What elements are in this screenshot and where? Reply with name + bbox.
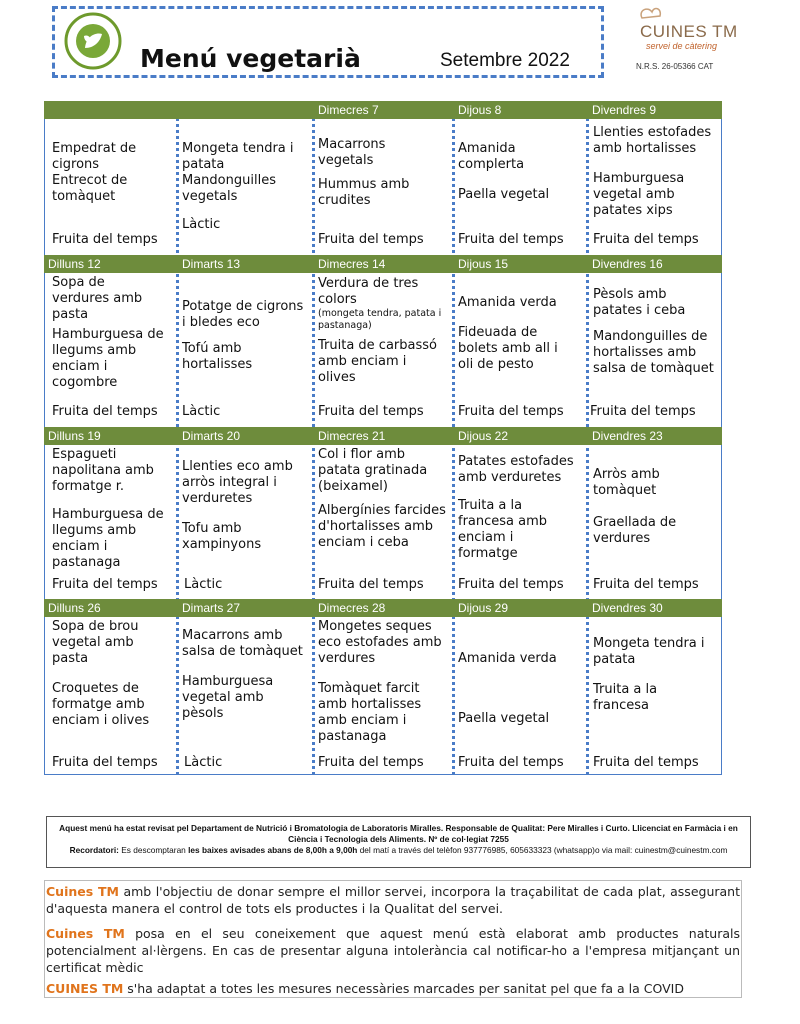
dish: Potatge de cigrons i bledes eco (182, 299, 304, 330)
menu-cell (593, 287, 717, 377)
dish: Croquetes de formatge amb enciam i olives (52, 681, 150, 728)
dish: Espagueti napolitana amb formatge r. (52, 447, 154, 494)
info-paragraph (46, 883, 740, 917)
dish: Tofu amb xampinyons (182, 521, 262, 552)
grid-bottom-line (44, 774, 722, 775)
reminder-label: Recordatori: (69, 845, 119, 855)
paragraph-text: amb l'objectiu de donar sempre el millor servei, incorpora la traçabilitat de cada plat, assegurant d'aquesta manera el control de tots els productes i la Qualitat del servei. (46, 884, 740, 916)
dessert: Fruita del temps (590, 404, 696, 419)
day-label: Dijous 29 (458, 601, 509, 615)
note-line: Aquest menú ha estat revisat pel Departament de Nutrició i Bromatologia de Laboratoris Miralles. Responsable de Qualitat: Pere Miralles i Curto. Llicenciat en Farmàcia i en (59, 823, 738, 833)
dish-detail: (mongeta tendra, patata i pastanaga) (318, 308, 442, 331)
dish: Hamburguesa vegetal amb pèsols (182, 674, 274, 721)
day-label: Divendres 30 (592, 601, 663, 615)
day-label: Dimecres 14 (318, 257, 386, 271)
dish: Fideuada de bolets amb all i oli de pesto (458, 325, 558, 372)
dish: Tomàquet farcit amb hortalisses amb enciam i pastanaga (318, 681, 422, 744)
dish: Sopa de brou vegetal amb pasta (52, 619, 139, 666)
note-text: Es descomptaran (118, 845, 189, 855)
note-line: Ciència i Tecnologia dels Aliments. Nº de col·legiat 7255 (288, 834, 509, 844)
brand-name: CUINES TM (640, 22, 738, 41)
dish: Hamburguesa de llegums amb enciam i cogombre (52, 327, 164, 390)
menu-cell (52, 275, 170, 391)
menu-cell (458, 141, 578, 203)
dish: Empedrat de cigrons (52, 141, 137, 172)
vegetarian-logo-icon (64, 12, 122, 70)
day-label: Divendres 23 (592, 429, 663, 443)
menu-cell (52, 141, 170, 205)
dish: Sopa de verdures amb pasta (52, 275, 143, 322)
dish: Llenties estofades amb hortalisses (593, 125, 712, 156)
dish: Macarrons amb salsa de tomàquet (182, 628, 303, 659)
dessert: Fruita del temps (458, 232, 564, 247)
menu-cell (182, 459, 306, 553)
day-label: Dijous 15 (458, 257, 509, 271)
dessert: Fruita del temps (458, 577, 564, 592)
dish: Arròs amb tomàquet (593, 467, 660, 498)
dish: Tofú amb hortalisses (182, 341, 253, 372)
dish: Pèsols amb patates i ceba (593, 287, 686, 318)
week-header-4 (44, 599, 722, 617)
menu-cell (458, 651, 580, 727)
day-label: Dijous 8 (458, 103, 502, 117)
dish: Amanida complerta (458, 141, 525, 172)
menu-grid (44, 101, 722, 775)
info-paragraph (46, 980, 740, 997)
day-label: Dijous 22 (458, 429, 509, 443)
menu-cell (52, 447, 170, 571)
info-paragraph (46, 925, 740, 976)
dish: Patates estofades amb verduretes (458, 454, 574, 485)
dish: Albergínies farcides d'hortalisses amb enciam i ceba (318, 503, 446, 550)
menu-cell (593, 636, 717, 714)
review-note (46, 816, 751, 868)
day-label: Dimecres 7 (318, 103, 379, 117)
dish: Mongeta tendra i patata (182, 141, 294, 172)
dessert: Fruita del temps (318, 577, 424, 592)
paragraph-text: posa en el seu coneixement que aquest menú està elaborat amb productes naturals potencialment al·lèrgens. En cas de presentar alguna intolerància cal notificar-ho a l'empresa mitjançant un certificat mèdic (46, 926, 740, 975)
dish: Macarrons vegetals (318, 137, 386, 168)
registration-number: N.R.S. 26-05366 CAT (636, 62, 714, 71)
day-label: Dilluns 12 (48, 257, 101, 271)
menu-title: Menú vegetarià (140, 44, 361, 73)
dish: Paella vegetal (458, 187, 550, 202)
menu-cell (458, 295, 580, 373)
day-label (178, 101, 182, 119)
dessert: Làctic (184, 577, 223, 592)
dish: Hamburguesa de llegums amb enciam i pastanaga (52, 507, 164, 570)
week-header-2 (44, 255, 722, 273)
dessert: Fruita del temps (52, 577, 158, 592)
dessert: Fruita del temps (52, 404, 158, 419)
dish: Mongeta tendra i patata (593, 636, 705, 667)
dessert: Fruita del temps (593, 232, 699, 247)
dessert: Fruita del temps (318, 755, 424, 770)
menu-cell (318, 276, 446, 386)
dish: Mandonguilles vegetals (182, 173, 276, 204)
dish: Hummus amb crudites (318, 177, 410, 208)
dish: Graellada de verdures (593, 515, 677, 546)
day-label: Dimecres 28 (318, 601, 386, 615)
day-label: Divendres 9 (592, 103, 657, 117)
dish: Amanida verda (458, 651, 557, 666)
menu-cell (318, 619, 446, 745)
day-label: Dimarts 20 (182, 429, 241, 443)
day-label: Dilluns 26 (48, 601, 101, 615)
menu-cell (182, 299, 306, 373)
dish: Col i flor amb patata gratinada (beixamel) (318, 447, 428, 494)
note-text: del matí a través del telèfon 937776985, 605633323 (whatsapp)o via mail: cuinestm@cuinestm.com (357, 845, 728, 855)
dish: Truita a la francesa (593, 682, 658, 713)
dessert: Fruita del temps (52, 755, 158, 770)
dessert: Fruita del temps (318, 404, 424, 419)
day-label: Dimarts 13 (182, 257, 241, 271)
menu-cell (593, 125, 717, 219)
menu-cell (182, 628, 306, 722)
dish: Mongetes seques eco estofades amb verdures (318, 619, 442, 666)
day-label: Dimarts 27 (182, 601, 241, 615)
dish: Entrecot de tomàquet (52, 173, 128, 204)
day-label: Divendres 16 (592, 257, 663, 271)
week-header-3 (44, 427, 722, 445)
menu-cell (182, 141, 306, 233)
dessert: Fruita del temps (458, 404, 564, 419)
dish: Mandonguilles de hortalisses amb salsa de tomàquet (593, 329, 714, 376)
week-header-1 (44, 101, 722, 119)
dish: Amanida verda (458, 295, 557, 310)
dessert: Fruita del temps (458, 755, 564, 770)
dish: Truita de carbassó amb enciam i olives (318, 338, 437, 385)
day-label: Dilluns 19 (48, 429, 101, 443)
menu-month: Setembre 2022 (440, 50, 570, 71)
dessert: Làctic (184, 755, 223, 770)
dessert: Làctic (182, 404, 221, 419)
dessert: Fruita del temps (593, 755, 699, 770)
dish: Paella vegetal (458, 711, 550, 726)
day-label (44, 101, 48, 119)
brand-subtitle: servei de càtering (646, 41, 718, 51)
menu-cell (458, 454, 580, 562)
brand-mention: Cuines TM (46, 926, 125, 941)
menu-cell (318, 137, 446, 209)
menu-cell (593, 467, 717, 547)
menu-cell (52, 619, 170, 729)
note-highlight: les baixes avisades abans de 8,00h a 9,00h (188, 845, 358, 855)
dessert: Fruita del temps (52, 232, 158, 247)
dish: Verdura de tres colors (318, 276, 419, 307)
dessert: Fruita del temps (318, 232, 424, 247)
dish: Hamburguesa vegetal amb patates xips (593, 171, 685, 218)
dessert: Fruita del temps (593, 577, 699, 592)
menu-cell (318, 447, 446, 551)
day-label: Dimecres 21 (318, 429, 386, 443)
dish: Llenties eco amb arròs integral i verduretes (182, 459, 293, 506)
brand-mention: CUINES TM (46, 981, 124, 996)
brand-mention: Cuines TM (46, 884, 119, 899)
dish: Truita a la francesa amb enciam i formatge (458, 498, 548, 561)
paragraph-text: s'ha adaptat a totes les mesures necessàries marcades per sanitat pel que fa a la COVID (123, 981, 684, 996)
dish: Làctic (182, 217, 221, 232)
